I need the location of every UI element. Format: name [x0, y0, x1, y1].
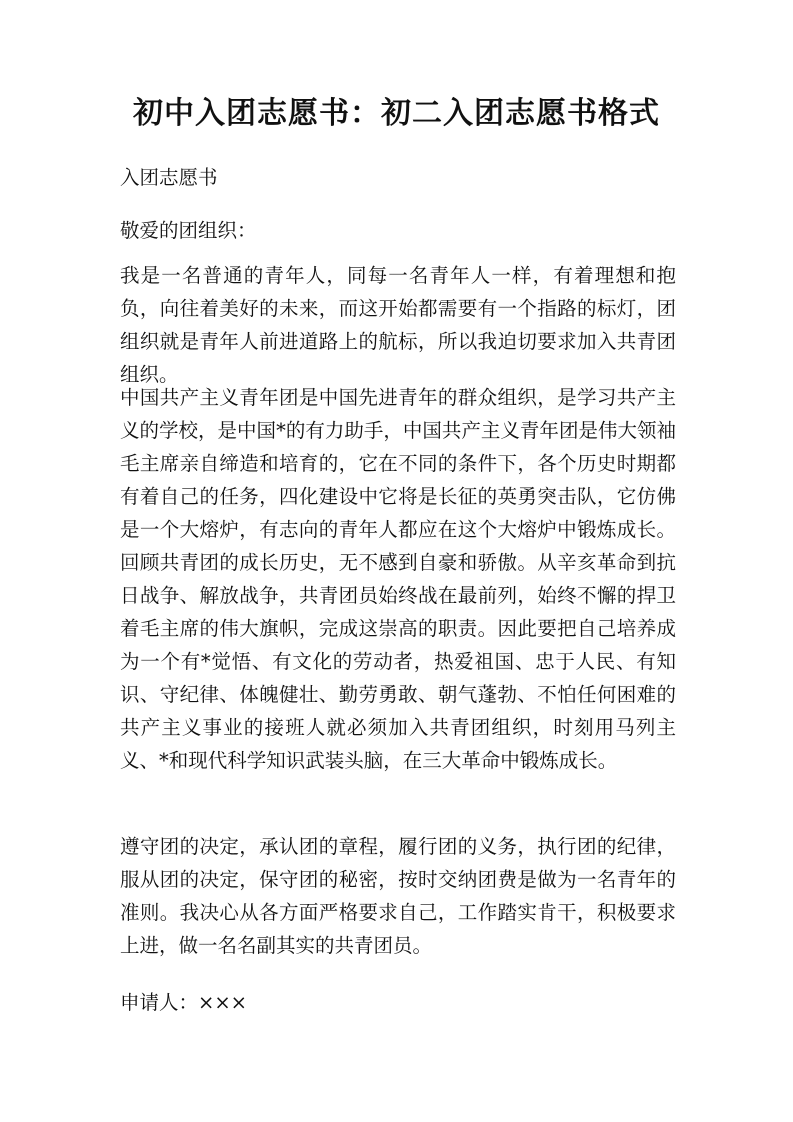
paragraph-2: 中国共产主义青年团是中国先进青年的群众组织，是学习共产主义的学校，是中国*的有力助手，中国共产主义青年团是伟大领袖毛主席亲自缔造和培育的，它在不同的条件下，各个历史时期都有着自己的任务，四化建设中它将是长征的英勇突击队，它仿佛是一个大熔炉，有志向的青年人都应在这个大熔炉中锻炼成长。回顾共青团的成长历史，无不感到自豪和骄傲。从辛亥革命到抗日战争、解放战争，共青团员始终战在最前列，始终不懈的捍卫着毛主席的伟大旗帜，完成这崇高的职责。因此要把自己培养成为一个有*觉悟、有文化的劳动者，热爱祖国、忠于人民、有知识、守纪律、体魄健壮、勤劳勇敢、朝气蓬勃、不怕任何困难的共产主义事业的接班人就必须加入共青团组织，时刻用马列主义、*和现代科学知识武装头脑，在三大革命中锻炼成长。 — [120, 386, 676, 772]
document-title: 初中入团志愿书：初二入团志愿书格式 — [133, 96, 660, 131]
paragraph-3: 遵守团的决定，承认团的章程，履行团的义务，执行团的纪律，服从团的决定，保守团的秘密，按时交纳团费是做为一名青年的准则。我决心从各方面严格要求自己，工作踏实肯干，积极要求上进，做一名名副其实的共青团员。 — [120, 835, 676, 957]
applicant-signature: 申请人：××× — [120, 991, 248, 1014]
paragraph-1: 我是一名普通的青年人，同每一名青年人一样，有着理想和抱负，向往着美好的未来，而这开始都需要有一个指路的标灯，团组织就是青年人前进道路上的航标，所以我迫切要求加入共青团组织。 — [120, 264, 676, 386]
salutation: 敬爱的团组织： — [120, 219, 257, 242]
letter-heading: 入团志愿书 — [120, 166, 218, 189]
